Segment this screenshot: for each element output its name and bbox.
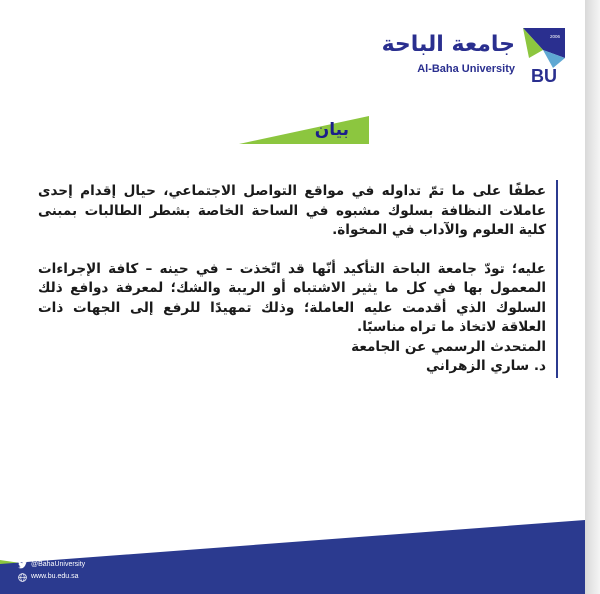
university-logo <box>381 28 565 90</box>
statement-paragraph-2: عليه؛ تودّ جامعة الباحة التأكيد أنّها قد اتّخذت – في حينه – كافة الإجراءات المعمول بها في كل ما يثير الاشتباه أو الريبة والشك؛ لمعرفة دوافع ذلك السلوك الذي أقدمت عليه العاملة؛ وذلك تمهيدًا للرفع إلى الجهات ذات العلاقة لاتخاذ ما تراه مناسبًا. <box>38 260 546 335</box>
logo-arabic-name: جامعة الباحة <box>381 32 515 57</box>
logo-year: 2006 <box>550 34 561 39</box>
statement-body <box>38 182 546 377</box>
website-link: www.bu.edu.sa <box>31 573 79 580</box>
statement-paragraph-1: عطفًا على ما تمّ تداوله في مواقع التواصل الاجتماعي، حيال إقدام إحدى عاملات النظافة بسلوك مشبوه في الساحة الخاصة بشطر الطالبات بمبنى كلية العلوم والآداب في المخواة. <box>38 183 546 238</box>
website-row[interactable] <box>18 571 85 583</box>
page-title: بيان <box>314 120 349 140</box>
footer-decoration <box>0 520 585 594</box>
logo-english-name: Al-Baha University <box>417 63 515 75</box>
page-edge-shadow <box>585 0 600 594</box>
title-banner-shape <box>239 116 369 144</box>
logo-mark-text: BU <box>531 66 557 86</box>
social-handle-row[interactable] <box>18 559 85 571</box>
globe-icon <box>18 573 27 582</box>
social-handle: @BahaUniversity <box>31 561 86 568</box>
twitter-icon <box>18 561 27 569</box>
signature-title: المتحدث الرسمي عن الجامعة <box>351 338 546 355</box>
bu-logo-mark-icon <box>523 28 565 86</box>
signature-name: د. ساري الزهراني <box>426 358 546 374</box>
footer-social <box>18 559 85 583</box>
body-accent-bar <box>556 180 558 378</box>
